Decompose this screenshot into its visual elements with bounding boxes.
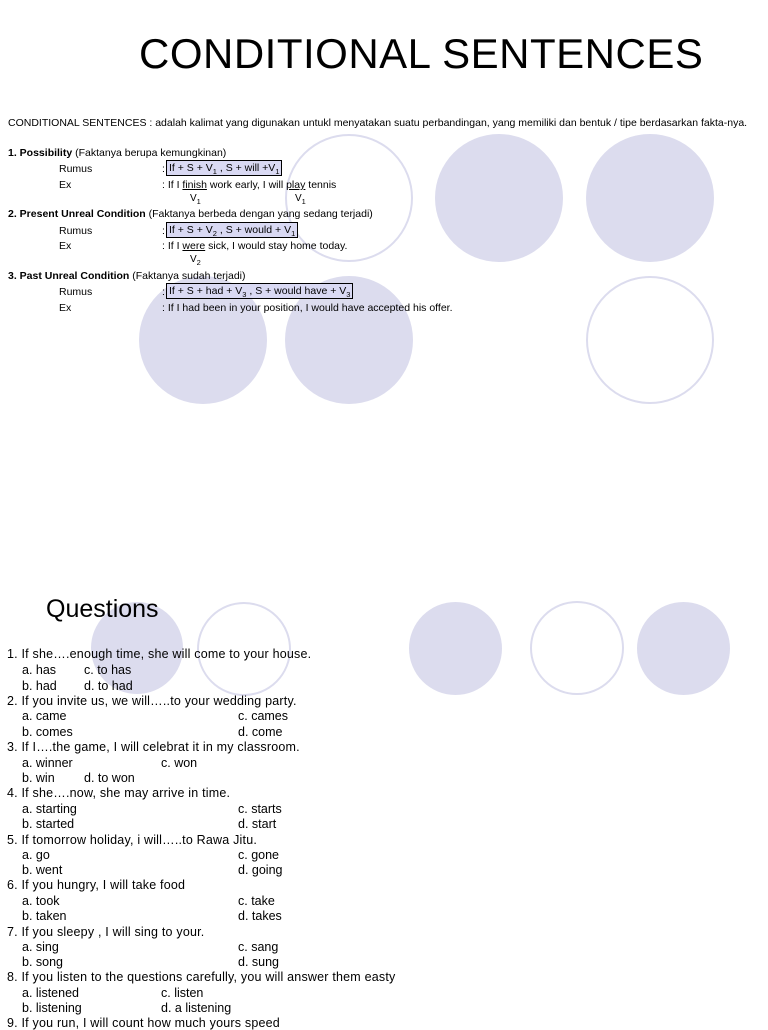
answer-option[interactable]: b. comes (22, 725, 73, 739)
answer-option[interactable]: b. went (22, 863, 63, 877)
example-sentence (162, 179, 336, 191)
answer-option[interactable]: a. go (22, 848, 50, 862)
question-text: 1. If she….enough time, she will come to your house. (7, 647, 312, 661)
rumus-label: Rumus (59, 163, 93, 175)
decor-circle (586, 276, 714, 404)
answer-option[interactable]: c. cames (238, 709, 289, 723)
formula-part: If + S + V (169, 224, 213, 236)
answer-option[interactable]: a. took (22, 894, 60, 908)
answer-option[interactable]: a. starting (22, 802, 77, 816)
decor-circle (435, 134, 563, 262)
section-past-unreal-heading (8, 270, 246, 282)
example-sentence (162, 240, 347, 252)
example-part: : If I (162, 240, 183, 252)
rumus-label: Rumus (59, 286, 93, 298)
colon: : (162, 163, 165, 175)
colon: : (162, 225, 165, 237)
rumus-label: Rumus (59, 225, 93, 237)
answer-option[interactable]: b. win (22, 771, 55, 785)
verb-form-note: $V_1$ (190, 193, 201, 206)
decor-circle (409, 602, 502, 695)
decor-circle (530, 601, 624, 695)
answer-option[interactable]: c. take (238, 894, 275, 908)
example-part: sick, I would stay home today. (205, 240, 348, 252)
answer-option[interactable]: c. sang (238, 940, 279, 954)
example-part: work early, I will (206, 179, 287, 191)
answer-option[interactable]: b. taken (22, 909, 67, 923)
verb-form-note: $V_1$ (295, 193, 306, 206)
answer-option[interactable]: d. come (238, 725, 283, 739)
answer-option[interactable]: d. to had (84, 679, 133, 693)
formula-subscript: 1 (291, 229, 296, 238)
answer-option[interactable]: a. came (22, 709, 67, 723)
definition-text: CONDITIONAL SENTENCES : adalah kalimat yang digunakan untukl menyatakan suatu perbandingan, yang memiliki dan bentuk / tipe berdasarkan fakta-nya. (8, 117, 748, 129)
answer-option[interactable]: a. sing (22, 940, 59, 954)
answer-option[interactable]: a. has (22, 663, 57, 677)
example-label: Ex (59, 179, 72, 191)
example-part: : If I (162, 179, 183, 191)
answer-option[interactable]: b. started (22, 817, 75, 831)
answer-option[interactable]: a. winner (22, 756, 73, 770)
answer-option[interactable]: b. had (22, 679, 57, 693)
section-present-unreal-heading (8, 208, 373, 220)
answer-option[interactable]: c. gone (238, 848, 280, 862)
section-note: (Faktanya berupa kemungkinan) (72, 147, 227, 159)
formula-part: , S + would have + V (246, 285, 347, 297)
example-part: tennis (305, 179, 337, 191)
formula-part: If + S + had + V (169, 285, 243, 297)
formula-box (166, 160, 282, 176)
underlined-verb: finish (182, 179, 207, 191)
answer-option[interactable]: a. listened (22, 986, 79, 1000)
section-note: (Faktanya berbeda dengan yang sedang terjadi) (145, 208, 373, 220)
formula-part: If + S + V (169, 162, 213, 174)
question-text: 8. If you listen to the questions carefully, you will answer them easty (7, 970, 396, 984)
answer-option[interactable]: b. song (22, 955, 64, 969)
section-possibility-heading (8, 147, 226, 159)
example-label: Ex (59, 240, 72, 252)
decor-circle (637, 602, 730, 695)
underlined-verb: were (182, 240, 206, 252)
answer-option[interactable]: d. sung (238, 955, 280, 969)
answer-option[interactable]: d. start (238, 817, 277, 831)
answer-option[interactable]: c. won (161, 756, 198, 770)
question-text: 9. If you run, I will count how much yours speed (7, 1016, 280, 1030)
answer-option[interactable]: c. starts (238, 802, 282, 816)
question-text: 7. If you sleepy , I will sing to your. (7, 925, 205, 939)
formula-subscript: 1 (212, 167, 217, 176)
question-text: 5. If tomorrow holiday, i will…..to Rawa Jitu. (7, 833, 258, 847)
page-title: CONDITIONAL SENTENCES (139, 30, 704, 77)
decor-circle (586, 134, 714, 262)
answer-option[interactable]: c. listen (161, 986, 204, 1000)
answer-option[interactable]: d. going (238, 863, 283, 877)
formula-subscript: 2 (212, 229, 217, 238)
verb-form-note: $V_2$ (190, 254, 201, 267)
answer-option[interactable]: c. to has (84, 663, 132, 677)
section-title: 1. Possibility (8, 147, 73, 159)
example-label: Ex (59, 302, 72, 314)
formula-part: , S + would + V (216, 224, 292, 236)
section-title: 3. Past Unreal Condition (8, 270, 130, 282)
answer-option[interactable]: b. listening (22, 1001, 82, 1015)
colon: : (162, 286, 165, 298)
underlined-verb: play (286, 179, 306, 191)
formula-subscript: 3 (346, 290, 351, 299)
answer-option[interactable]: d. to won (84, 771, 135, 785)
section-title: 2. Present Unreal Condition (8, 208, 146, 220)
question-text: 3. If I….the game, I will celebrat it in my classroom. (7, 740, 300, 754)
section-note: (Faktanya sudah terjadi) (129, 270, 246, 282)
question-text: 2. If you invite us, we will…..to your wedding party. (7, 694, 297, 708)
formula-subscript: 3 (242, 290, 247, 299)
formula-subscript: 1 (275, 167, 280, 176)
answer-option[interactable]: d. takes (238, 909, 282, 923)
formula-box (166, 283, 353, 299)
question-text: 4. If she….now, she may arrive in time. (7, 786, 231, 800)
example-sentence: : If I had been in your position, I would have accepted his offer. (162, 302, 453, 314)
question-text: 6. If you hungry, I will take food (7, 878, 186, 892)
formula-part: , S + will +V (216, 162, 276, 174)
questions-heading: Questions (46, 595, 159, 623)
answer-option[interactable]: d. a listening (161, 1001, 232, 1015)
formula-box (166, 222, 298, 238)
